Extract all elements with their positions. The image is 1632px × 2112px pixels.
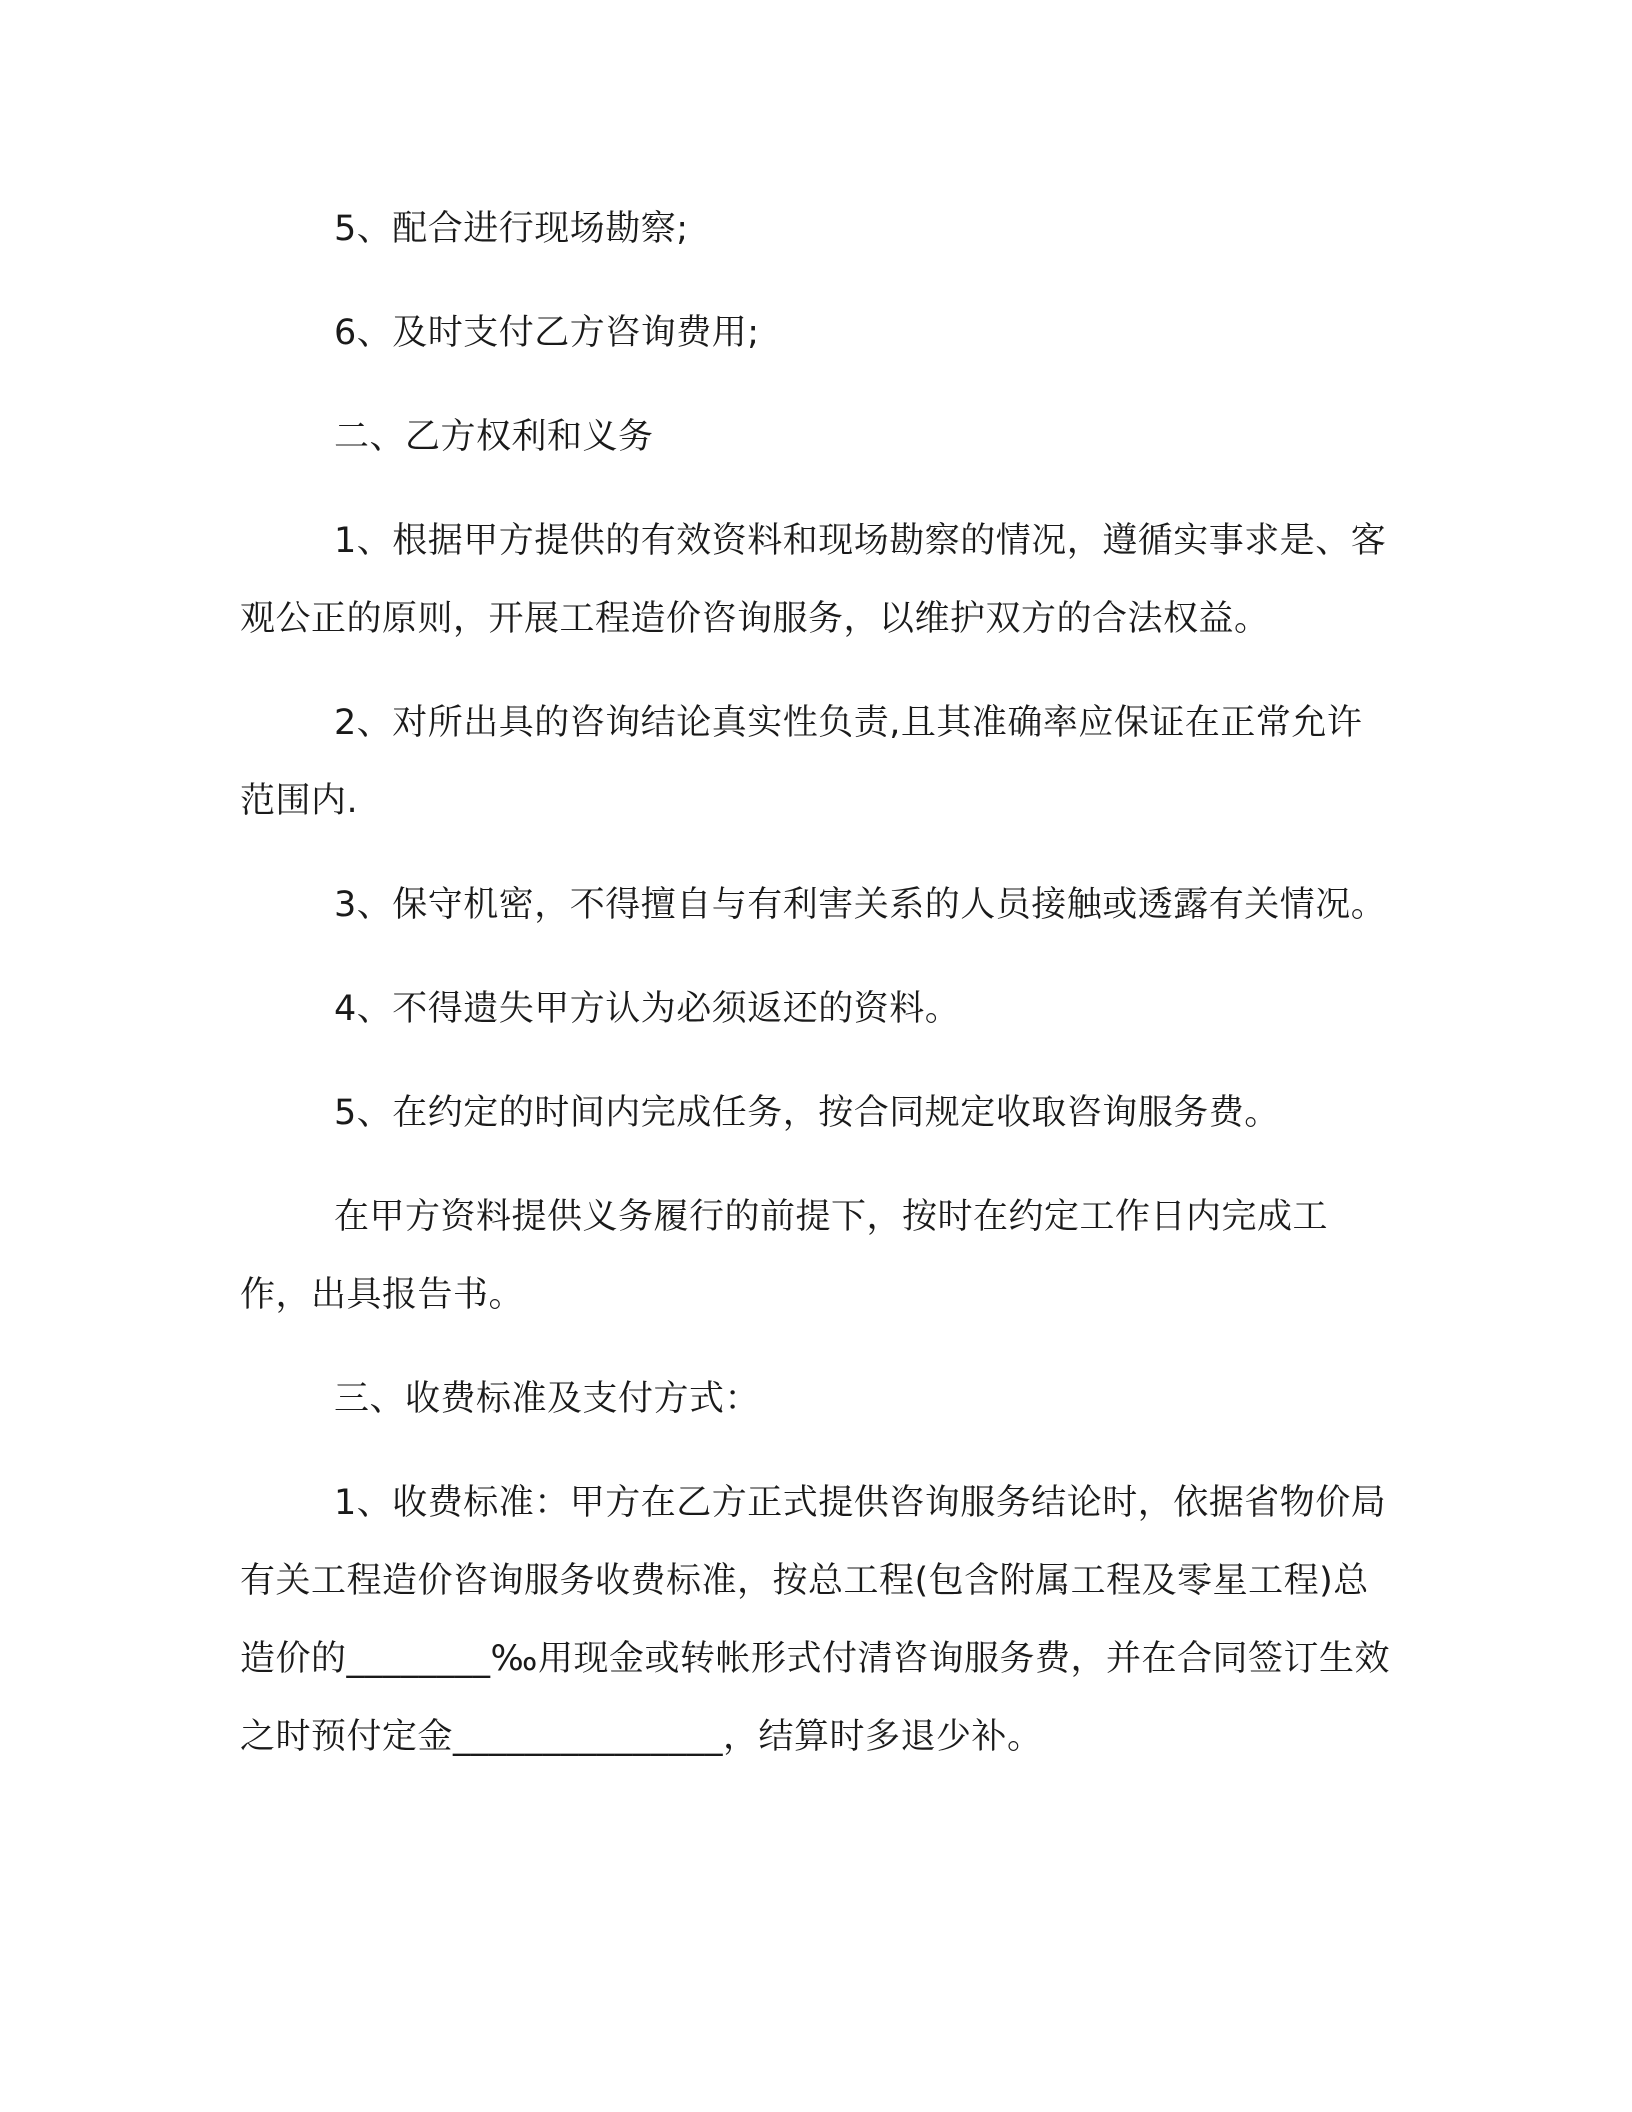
section-heading-party-b: 二、乙方权利和义务 — [334, 417, 654, 457]
paragraph-b-completion: 在甲方资料提供义务履行的前提下，按时在约定工作日内完成工作，出具报告书。 — [240, 1197, 1329, 1315]
paragraph-item-6-pay-fee: 6、及时支付乙方咨询费用; — [334, 313, 760, 353]
paragraph-b-item-1: 1、根据甲方提供的有效资料和现场勘察的情况，遵循实事求是、客观公正的原则，开展工程造价咨询服务，以维护双方的合法权益。 — [240, 521, 1387, 639]
paragraph-item-5-site-survey: 5、配合进行现场勘察; — [334, 209, 689, 249]
paragraph-b-item-4: 4、不得遗失甲方认为必须返还的资料。 — [334, 989, 961, 1029]
paragraph-b-item-2: 2、对所出具的咨询结论真实性负责,且其准确率应保证在正常允许范围内. — [240, 703, 1363, 821]
paragraph-b-item-5: 5、在约定的时间内完成任务，按合同规定收取咨询服务费。 — [334, 1093, 1280, 1133]
document-body — [240, 190, 1390, 1802]
section-heading-fees: 三、收费标准及支付方式： — [334, 1379, 761, 1419]
paragraph-fee-standard: 1、收费标准：甲方在乙方正式提供咨询服务结论时，依据省物价局有关工程造价咨询服务收费标准，按总工程(包含附属工程及零星工程)总造价的________‰用现金或转帐形式付清咨询服务费，并在合同签订生效之时预付定金_______________，结算时多退少补。 — [240, 1483, 1390, 1757]
paragraph-b-item-3: 3、保守机密，不得擅自与有利害关系的人员接触或透露有关情况。 — [334, 885, 1387, 925]
